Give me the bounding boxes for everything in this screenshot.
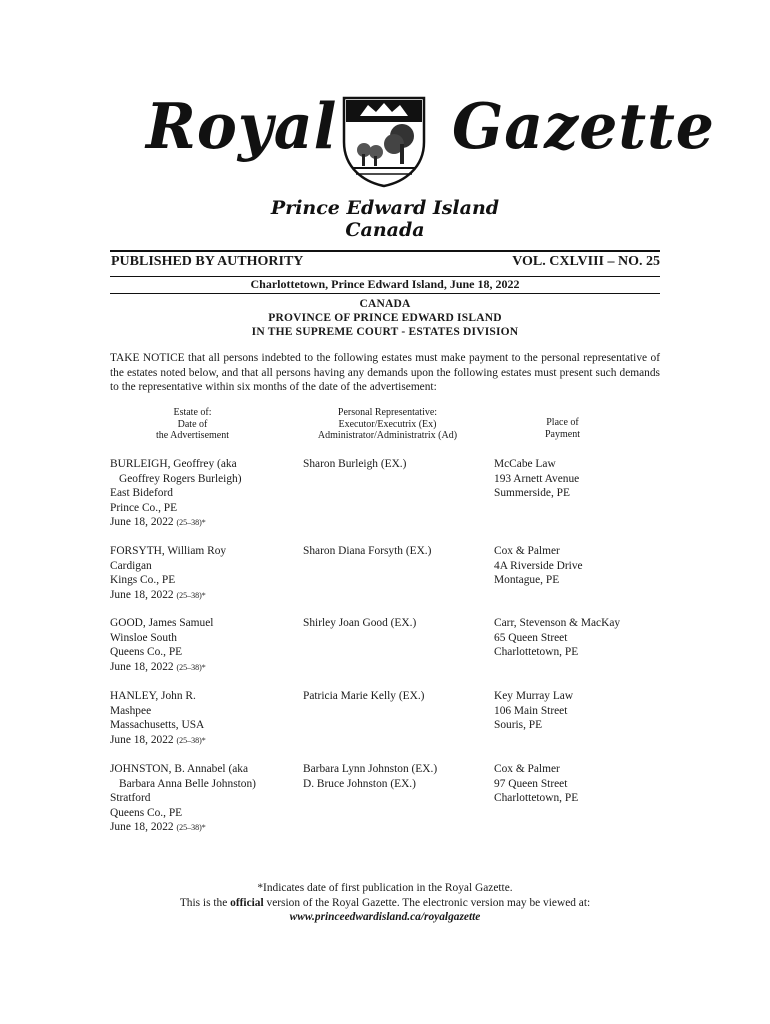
column-header-line: Administrator/Administratrix (Ad) [317, 430, 458, 441]
estate-date: June 18, 2022 [110, 516, 174, 529]
estate-range: (25–38)* [176, 662, 206, 672]
column-header-line: Date of [177, 418, 208, 430]
representative-name: Sharon Diana Forsyth (EX.) [303, 545, 432, 557]
estate-range: (25–38)* [176, 590, 206, 600]
estate-name: BURLEIGH, Geoffrey (aka [110, 458, 237, 470]
estate-range: (25–38)* [176, 518, 206, 528]
heading-canada: CANADA [359, 298, 411, 310]
estate-aka: Barbara Anna Belle Johnston) [119, 777, 256, 790]
dateline: Charlottetown, Prince Edward Island, June 18, 2022 [250, 277, 520, 291]
payment-city: Charlottetown, PE [494, 646, 579, 659]
gazette-url-link[interactable]: www.princeedwardisland.ca/royalgazette [289, 911, 481, 923]
official-note-bold: official [230, 897, 264, 909]
estate-column [110, 689, 295, 748]
payment-street: 97 Queen Street [494, 777, 568, 790]
footnote-first-publication: *Indicates date of first publication in the Royal Gazette. [257, 882, 513, 894]
payment-column [494, 762, 664, 806]
payment-column [494, 544, 664, 588]
masthead-country: Canada [345, 219, 425, 241]
estate-location: Cardigan [110, 559, 152, 572]
estate-location: Winsloe South [110, 631, 177, 644]
column-header-line: Place of [546, 417, 579, 428]
official-note-pre: This is the [179, 897, 231, 909]
pei-coat-of-arms-icon [340, 96, 428, 188]
volume-number: VOL. CXLVIII – NO. 25 [512, 254, 660, 269]
payment-city: Montague, PE [494, 574, 560, 587]
column-header-line: Payment [545, 428, 580, 440]
payment-column [494, 457, 664, 501]
payment-city: Summerside, PE [494, 487, 570, 500]
representative-name: Sharon Burleigh (EX.) [303, 458, 407, 470]
estate-column [110, 762, 295, 836]
column-header-line: Executor/Executrix (Ex) [338, 418, 437, 430]
masthead-province: Prince Edward Island [270, 197, 500, 219]
estate-name: HANLEY, John R. [110, 690, 196, 702]
payment-firm: Key Murray Law [494, 690, 574, 702]
representative-column [303, 762, 488, 791]
estate-column [110, 457, 295, 531]
estate-location: Stratford [110, 792, 151, 805]
representative-column [303, 616, 488, 631]
payment-firm: McCabe Law [494, 458, 556, 470]
take-notice-paragraph: TAKE NOTICE that all persons indebted to the following estates must make payment to the personal representative of the estates noted below, and that all persons having any demands upon the following estates must present such demands to the representative within six months of the date of the advertisement: [110, 352, 660, 393]
rule-top [110, 250, 660, 252]
estate-column [110, 616, 295, 675]
estate-location: East Bideford [110, 487, 173, 500]
estate-range: (25–38)* [176, 823, 206, 833]
column-header-line: Personal Representative: [337, 407, 438, 418]
estate-name: GOOD, James Samuel [110, 617, 214, 629]
payment-firm: Cox & Palmer [494, 763, 560, 775]
heading-court: IN THE SUPREME COURT - ESTATES DIVISION [251, 326, 519, 338]
representative-column [303, 689, 488, 704]
official-note-post: version of the Royal Gazette. The electronic version may be viewed at: [263, 897, 591, 909]
rule-dateline [110, 293, 660, 294]
payment-city: Souris, PE [494, 719, 543, 732]
estate-date-line [110, 588, 295, 604]
estate-date-line [110, 733, 295, 749]
payment-city: Charlottetown, PE [494, 792, 579, 805]
column-header-line: Estate of: [173, 407, 212, 418]
estate-date-line [110, 820, 295, 836]
representative-name: Patricia Marie Kelly (EX.) [303, 690, 425, 702]
estate-date-line [110, 660, 295, 676]
payment-street: 65 Queen Street [494, 631, 568, 644]
column-header-line: the Advertisement [155, 430, 230, 441]
payment-column [494, 689, 664, 733]
estate-date: June 18, 2022 [110, 733, 174, 746]
estate-county: Queens Co., PE [110, 806, 183, 819]
published-by-authority: PUBLISHED BY AUTHORITY [111, 254, 304, 269]
payment-street: 4A Riverside Drive [494, 559, 583, 572]
representative-column [303, 544, 488, 559]
estate-date-line [110, 515, 295, 531]
estate-date: June 18, 2022 [110, 660, 174, 673]
estate-county: Queens Co., PE [110, 646, 183, 659]
estate-location: Mashpee [110, 704, 152, 717]
estate-range: (25–38)* [176, 735, 206, 745]
heading-province: PROVINCE OF PRINCE EDWARD ISLAND [268, 312, 502, 324]
payment-street: 106 Main Street [494, 704, 568, 717]
estate-aka: Geoffrey Rogers Burleigh) [119, 472, 242, 485]
column-header-representative [300, 407, 475, 442]
estate-column [110, 544, 295, 603]
official-version-note [0, 897, 770, 909]
masthead-gazette: Gazette [452, 90, 715, 164]
estate-county: Massachusetts, USA [110, 719, 205, 732]
representative-name: Barbara Lynn Johnston (EX.) [303, 763, 438, 775]
estate-county: Kings Co., PE [110, 574, 176, 587]
representative-name: D. Bruce Johnston (EX.) [303, 777, 416, 790]
representative-name: Shirley Joan Good (EX.) [303, 617, 417, 629]
estate-name: JOHNSTON, B. Annabel (aka [110, 763, 249, 775]
column-header-estate [110, 407, 275, 442]
estate-date: June 18, 2022 [110, 588, 174, 601]
payment-column [494, 616, 664, 660]
column-header-payment [490, 417, 635, 440]
estate-county: Prince Co., PE [110, 501, 178, 514]
masthead-royal: Royal [146, 90, 338, 164]
payment-firm: Carr, Stevenson & MacKay [494, 617, 621, 629]
estate-date: June 18, 2022 [110, 821, 174, 834]
payment-street: 193 Arnett Avenue [494, 472, 580, 485]
payment-firm: Cox & Palmer [494, 545, 560, 557]
estate-name: FORSYTH, William Roy [110, 545, 227, 557]
representative-column [303, 457, 488, 472]
